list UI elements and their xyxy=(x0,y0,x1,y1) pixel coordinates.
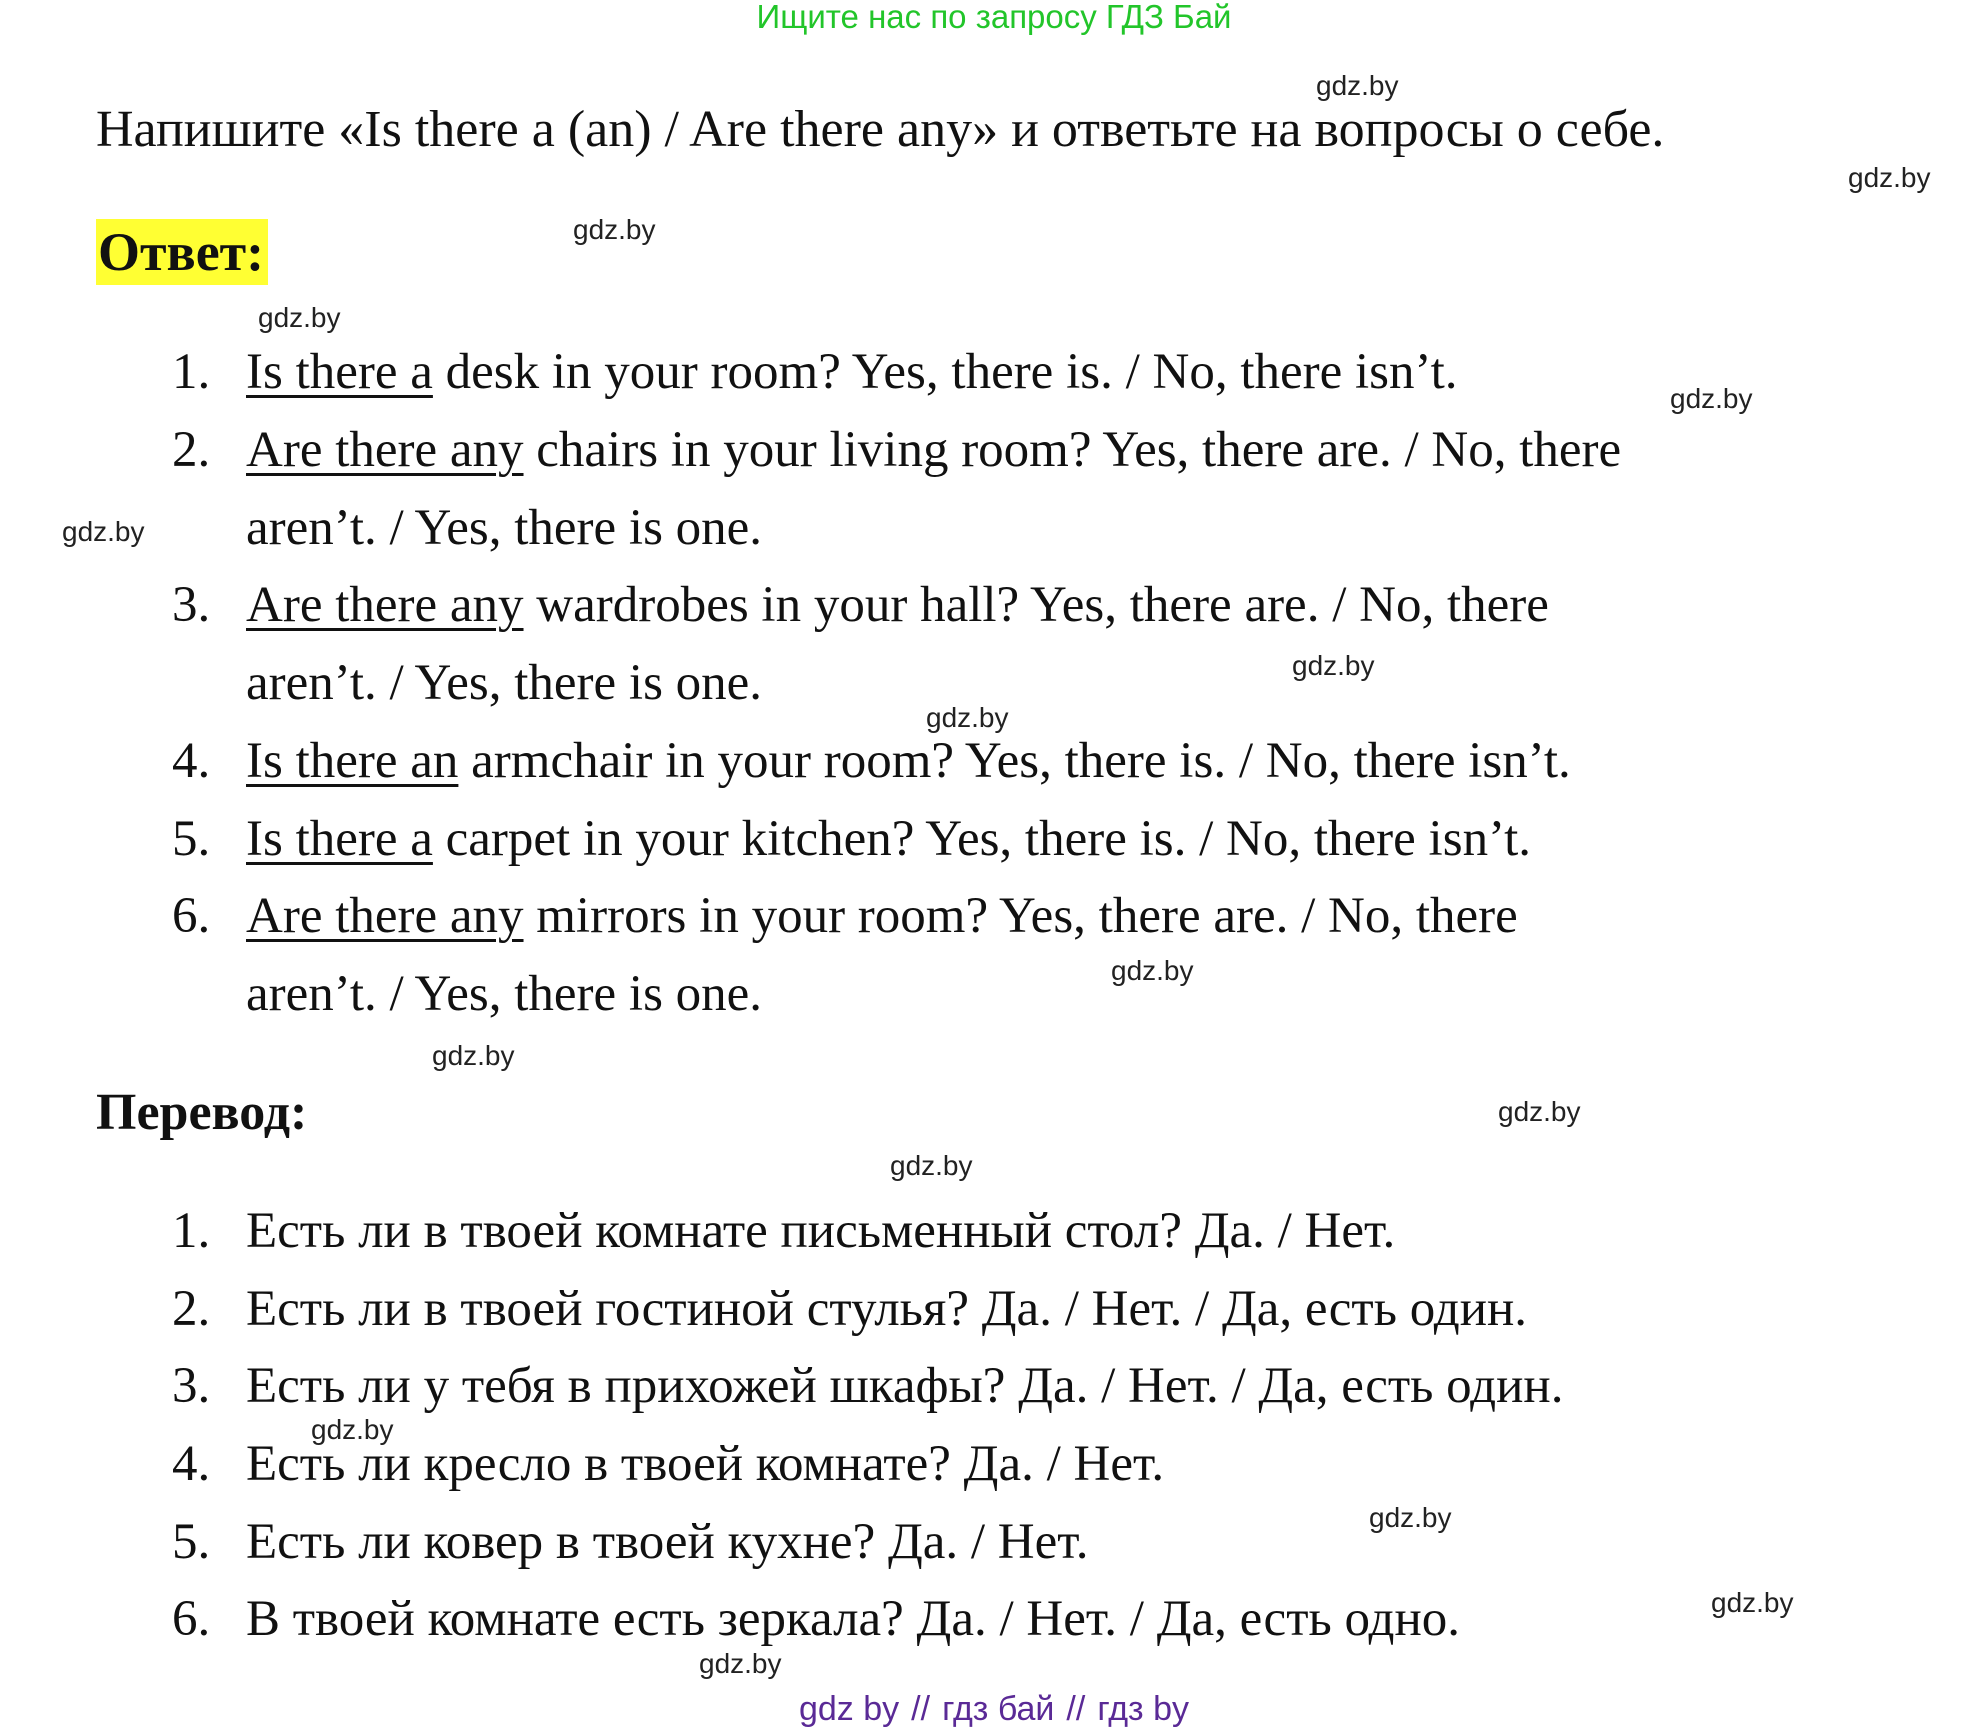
answer-line-continued: aren’t. / Yes, there is one. xyxy=(246,655,763,711)
answer-line: Are there any wardrobes in your hall? Yes, there are. / No, there xyxy=(246,577,1549,633)
answer-number: 6. xyxy=(172,888,211,944)
answer-number: 4. xyxy=(172,733,211,789)
footer-links xyxy=(0,1690,1988,1729)
grammar-phrase: Are there any xyxy=(246,888,524,944)
translation-number: 1. xyxy=(172,1203,211,1259)
answer-line-continued: aren’t. / Yes, there is one. xyxy=(246,500,763,556)
translation-number: 3. xyxy=(172,1358,211,1414)
watermark: gdz.by xyxy=(573,214,656,245)
answer-heading: Ответ: xyxy=(96,219,268,285)
grammar-phrase: Are there any xyxy=(246,422,524,478)
translation-line: Есть ли в твоей гостиной стулья? Да. / Нет. / Да, есть один. xyxy=(246,1281,1528,1337)
watermark: gdz.by xyxy=(1711,1587,1794,1618)
answer-number: 5. xyxy=(172,811,211,867)
watermark: gdz.by xyxy=(1111,955,1194,986)
translation-line: Есть ли ковер в твоей кухне? Да. / Нет. xyxy=(246,1514,1089,1570)
watermark: gdz.by xyxy=(1369,1502,1452,1533)
watermark: gdz.by xyxy=(432,1040,515,1071)
watermark: gdz.by xyxy=(1498,1096,1581,1127)
watermark: gdz.by xyxy=(1292,650,1375,681)
translation-line: Есть ли у тебя в прихожей шкафы? Да. / Нет. / Да, есть один. xyxy=(246,1358,1564,1414)
translation-number: 4. xyxy=(172,1436,211,1492)
answer-number: 2. xyxy=(172,422,211,478)
footer-link-gdz-by-cyr[interactable]: гдз by xyxy=(1097,1690,1189,1728)
watermark: gdz.by xyxy=(258,302,341,333)
footer-link-gdz-bai[interactable]: гдз бай xyxy=(942,1690,1055,1728)
footer-separator: // xyxy=(911,1690,931,1728)
answer-line: Is there a carpet in your kitchen? Yes, there is. / No, there isn’t. xyxy=(246,811,1532,867)
answer-line: Are there any mirrors in your room? Yes, there are. / No, there xyxy=(246,888,1518,944)
watermark: gdz.by xyxy=(311,1414,394,1445)
watermark: gdz.by xyxy=(1670,383,1753,414)
footer-link-gdz-by[interactable]: gdz by xyxy=(798,1690,900,1728)
translation-number: 2. xyxy=(172,1281,211,1337)
answer-number: 3. xyxy=(172,577,211,633)
translation-line: Есть ли кресло в твоей комнате? Да. / Нет. xyxy=(246,1436,1165,1492)
watermark: gdz.by xyxy=(1316,70,1399,101)
answer-line-continued: aren’t. / Yes, there is one. xyxy=(246,966,763,1022)
answer-line: Is there a desk in your room? Yes, there is. / No, there isn’t. xyxy=(246,344,1458,400)
footer-separator: // xyxy=(1066,1690,1086,1728)
translation-number: 5. xyxy=(172,1514,211,1570)
answer-line: Are there any chairs in your living room? Yes, there are. / No, there xyxy=(246,422,1622,478)
watermark: gdz.by xyxy=(926,702,1009,733)
translation-line: В твоей комнате есть зеркала? Да. / Нет. / Да, есть одно. xyxy=(246,1591,1461,1647)
grammar-phrase: Are there any xyxy=(246,577,524,633)
translation-number: 6. xyxy=(172,1591,211,1647)
watermark: gdz.by xyxy=(62,516,145,547)
watermark: gdz.by xyxy=(890,1150,973,1181)
task-title: Напишите «Is there a (an) / Are there any» и ответьте на вопросы о себе. xyxy=(96,101,1665,158)
watermark: gdz.by xyxy=(699,1648,782,1679)
grammar-phrase: Is there a xyxy=(246,811,433,867)
translation-heading: Перевод: xyxy=(96,1084,308,1141)
grammar-phrase: Is there a xyxy=(246,344,433,400)
answer-line: Is there an armchair in your room? Yes, there is. / No, there isn’t. xyxy=(246,733,1571,789)
grammar-phrase: Is there an xyxy=(246,733,459,789)
answer-number: 1. xyxy=(172,344,211,400)
watermark: gdz.by xyxy=(1848,162,1931,193)
search-banner: Ищите нас по запросу ГДЗ Бай xyxy=(756,0,1232,35)
translation-line: Есть ли в твоей комнате письменный стол? Да. / Нет. xyxy=(246,1203,1396,1259)
